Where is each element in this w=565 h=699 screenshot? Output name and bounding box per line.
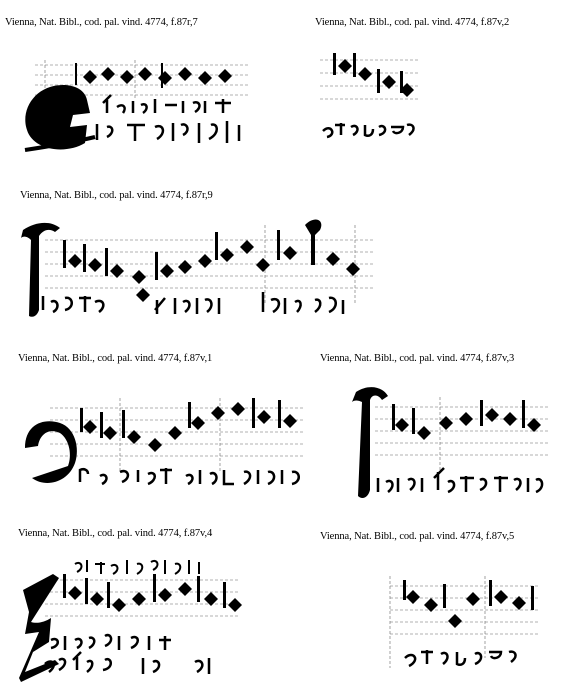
manuscript-fragment-f87r7	[15, 55, 255, 165]
caption-f87v5: Vienna, Nat. Bibl., cod. pal. vind. 4774, f.87v,5	[320, 531, 515, 542]
caption-f87v3: Vienna, Nat. Bibl., cod. pal. vind. 4774, f.87v,3	[320, 353, 515, 364]
manuscript-fragment-f87v4	[15, 552, 245, 687]
caption-f87v1: Vienna, Nat. Bibl., cod. pal. vind. 4774, f.87v,1	[18, 353, 213, 364]
manuscript-fragment-f87v5	[385, 568, 545, 673]
caption-f87r9: Vienna, Nat. Bibl., cod. pal. vind. 4774, f.87r,9	[20, 190, 213, 201]
caption-f87v2: Vienna, Nat. Bibl., cod. pal. vind. 4774, f.87v,2	[315, 17, 510, 28]
manuscript-fragment-f87v2	[315, 45, 425, 145]
manuscript-fragment-f87v3	[350, 382, 555, 507]
caption-f87v4: Vienna, Nat. Bibl., cod. pal. vind. 4774, f.87v,4	[18, 528, 213, 539]
manuscript-fragment-f87r9	[15, 210, 385, 335]
manuscript-fragment-f87v1	[20, 378, 310, 503]
caption-f87r7: Vienna, Nat. Bibl., cod. pal. vind. 4774, f.87r,7	[5, 17, 198, 28]
